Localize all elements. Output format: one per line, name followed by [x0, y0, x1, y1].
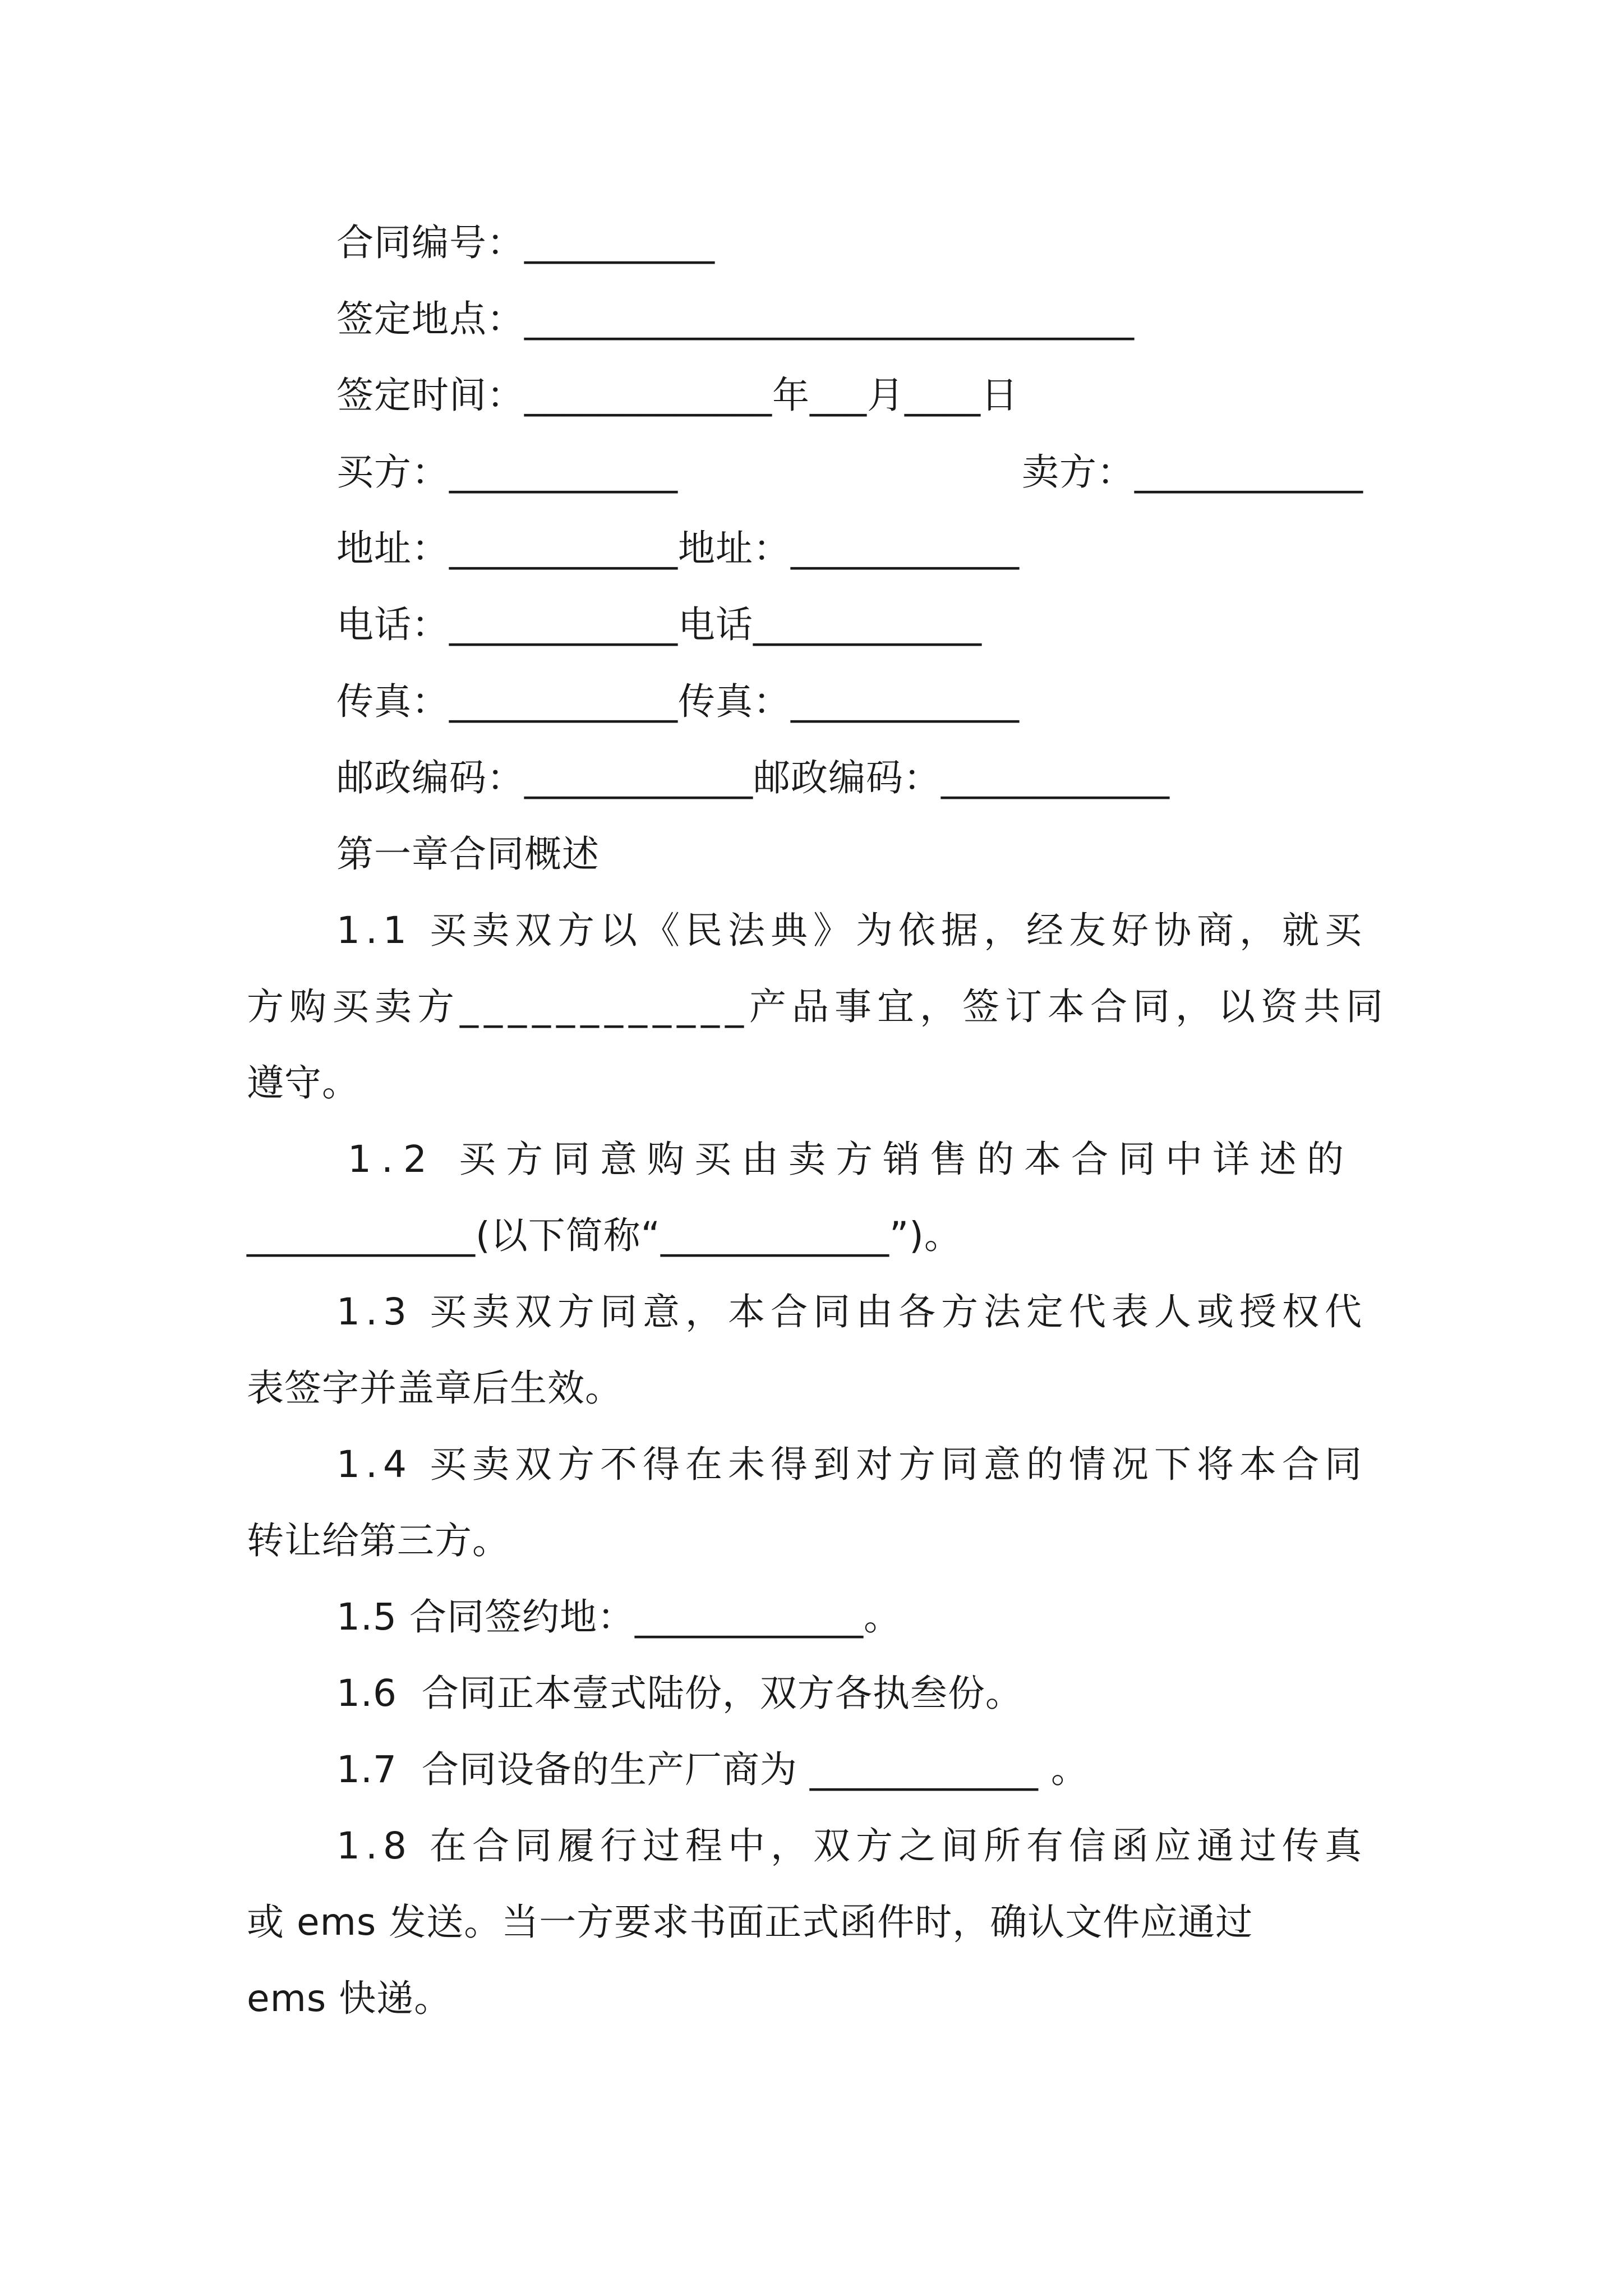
- fax-fields: 传真：____________传真：____________: [336, 680, 1020, 723]
- clause-1-7: 1.7 合同设备的生产厂商为 ____________ 。: [336, 1748, 1089, 1791]
- clause-1-8-line-3: ems 快递。: [247, 1977, 452, 2020]
- contract-number-field: 合同编号：__________: [336, 221, 715, 264]
- buyer-field: 买方：____________: [336, 450, 678, 494]
- clause-1-8-line-2: 或 ems 发送。当一方要求书面正式函件时，确认文件应通过: [247, 1901, 1253, 1944]
- phone-fields: 电话：____________电话____________: [336, 603, 982, 646]
- signing-time-field: 签定时间：_____________年___月____日: [336, 374, 1018, 417]
- clause-1-2-line-1: 1.2 买方同意购买由卖方销售的本合同中详述的: [348, 1138, 1354, 1181]
- seller-field: 卖方：____________: [1022, 450, 1363, 494]
- chapter-title: 第一章合同概述: [336, 832, 600, 876]
- clause-1-1-line-3: 遵守。: [247, 1061, 359, 1105]
- clause-1-4-line-1: 1.4 买卖双方不得在未得到对方同意的情况下将本合同: [336, 1443, 1367, 1486]
- clause-1-1-line-1: 1.1 买卖双方以《民法典》为依据，经友好协商，就买: [336, 909, 1367, 952]
- clause-1-3-line-2: 表签字并盖章后生效。: [247, 1366, 623, 1410]
- clause-1-1-line-2: 方购买卖方____________产品事宜，签订本合同，以资共同: [247, 985, 1389, 1028]
- clause-1-5: 1.5 合同签约地：____________。: [336, 1595, 901, 1639]
- clause-1-6: 1.6 合同正本壹式陆份，双方各执叁份。: [336, 1672, 1023, 1715]
- clause-1-2-line-2: ____________(以下简称“____________”)。: [247, 1214, 962, 1257]
- postcode-fields: 邮政编码：____________邮政编码：____________: [336, 756, 1170, 799]
- clause-1-4-line-2: 转让给第三方。: [247, 1519, 510, 1562]
- clause-1-3-line-1: 1.3 买卖双方同意，本合同由各方法定代表人或授权代: [336, 1290, 1367, 1333]
- address-fields: 地址：____________地址：____________: [336, 527, 1020, 570]
- signing-place-field: 签定地点：________________________________: [336, 297, 1135, 341]
- clause-1-8-line-1: 1.8 在合同履行过程中，双方之间所有信函应通过传真: [336, 1824, 1367, 1867]
